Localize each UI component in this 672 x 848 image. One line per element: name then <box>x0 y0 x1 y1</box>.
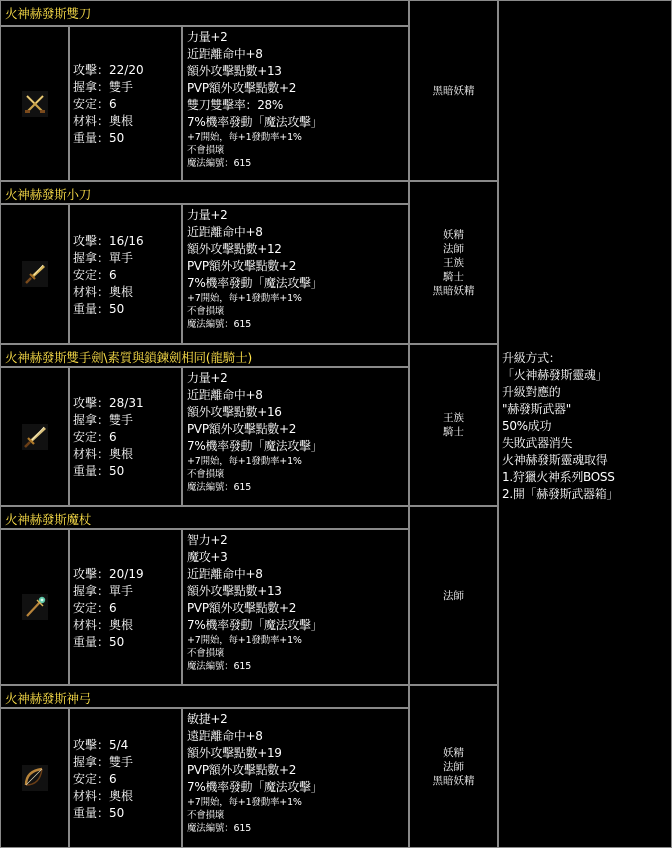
weapon-1-classes-cell <box>409 0 498 181</box>
effect-line: PVP額外攻擊點數+2 <box>187 259 297 273</box>
effect-line: 7%機率發動「魔法攻擊」 <box>187 780 323 794</box>
class-name: 騎士 <box>443 426 464 438</box>
effect-note: 不會損壞 <box>187 469 225 480</box>
weapon-3-classes-cell <box>409 344 498 506</box>
weapon-5-title-cell <box>0 685 409 708</box>
stat-line: 材料：奧根 <box>73 114 134 128</box>
effect-line: 近距離命中+8 <box>187 225 263 239</box>
effect-line: 額外攻擊點數+13 <box>187 64 282 78</box>
weapon-2-icon-cell <box>0 204 69 344</box>
effect-line: 力量+2 <box>187 30 228 44</box>
upgrade-line: 50%成功 <box>502 419 552 433</box>
effect-note: 不會損壞 <box>187 810 225 821</box>
upgrade-line: 失敗武器消失 <box>502 436 573 450</box>
stat-line: 重量：50 <box>73 131 125 145</box>
weapon-name: 火神赫發斯雙刀 <box>5 6 92 21</box>
effect-note: 魔法編號：615 <box>187 661 252 672</box>
effect-line: 近距離命中+8 <box>187 47 263 61</box>
upgrade-line: 2.開「赫發斯武器箱」 <box>502 487 619 501</box>
effect-line: 7%機率發動「魔法攻擊」 <box>187 439 323 453</box>
effect-note: 不會損壞 <box>187 648 225 659</box>
weapon-2-classes-cell <box>409 181 498 344</box>
stat-line: 安定：6 <box>73 430 117 444</box>
stat-line: 重量：50 <box>73 464 125 478</box>
stat-line: 重量：50 <box>73 302 125 316</box>
stat-line: 握拿：雙手 <box>73 755 134 769</box>
effect-line: 力量+2 <box>187 371 228 385</box>
weapon-4-classes-cell <box>409 506 498 685</box>
class-name: 法師 <box>443 589 464 602</box>
weapon-1-stats-cell <box>69 26 182 181</box>
weapon-4-title-cell <box>0 506 409 529</box>
effect-note: 魔法編號：615 <box>187 158 252 169</box>
weapon-2-title-cell <box>0 181 409 204</box>
effect-line: 近距離命中+8 <box>187 567 263 581</box>
class-name: 王族 <box>443 256 464 269</box>
class-name: 黑暗妖精 <box>432 774 475 787</box>
effect-line: 7%機率發動「魔法攻擊」 <box>187 618 323 632</box>
effect-line: 7%機率發動「魔法攻擊」 <box>187 276 323 290</box>
effect-line: 額外攻擊點數+13 <box>187 584 282 598</box>
stat-line: 安定：6 <box>73 601 117 615</box>
effect-note: 不會損壞 <box>187 145 225 156</box>
stat-line: 重量：50 <box>73 635 125 649</box>
upgrade-line: 火神赫發斯靈魂取得 <box>502 453 608 467</box>
stat-line: 安定：6 <box>73 772 117 786</box>
stat-line: 材料：奧根 <box>73 447 134 461</box>
weapon-name: 火神赫發斯神弓 <box>5 691 92 706</box>
weapon-3-stats-cell <box>69 367 182 506</box>
stat-line: 攻擊：22/20 <box>73 63 144 77</box>
weapon-5-effects-cell <box>182 708 409 848</box>
weapon-2-stats-cell <box>69 204 182 344</box>
effect-note: 魔法編號：615 <box>187 482 252 493</box>
stat-line: 握拿：單手 <box>73 584 134 598</box>
class-name: 法師 <box>443 760 464 773</box>
class-name: 騎士 <box>443 270 464 283</box>
dual-blades-icon <box>22 91 48 117</box>
effect-note: 不會損壞 <box>187 306 225 317</box>
upgrade-line: "赫發斯武器" <box>502 402 571 416</box>
stat-line: 攻擊：20/19 <box>73 567 144 581</box>
effect-line: 近距離命中+8 <box>187 388 263 402</box>
class-name: 王族 <box>443 412 464 424</box>
weapon-4-stats-cell <box>69 529 182 685</box>
effect-line: PVP額外攻擊點數+2 <box>187 601 297 615</box>
class-name: 黑暗妖精 <box>432 284 475 297</box>
weapon-5-classes-cell <box>409 685 498 848</box>
stat-line: 握拿：雙手 <box>73 80 134 94</box>
weapon-4-icon-cell <box>0 529 69 685</box>
stat-line: 安定：6 <box>73 97 117 111</box>
weapon-5-icon-cell <box>0 708 69 848</box>
upgrade-line: 升級對應的 <box>502 385 561 399</box>
stat-line: 材料：奧根 <box>73 285 134 299</box>
effect-note: +7開始，每+1發動率+1% <box>187 132 302 143</box>
class-name: 妖精 <box>443 746 464 759</box>
effect-line: 智力+2 <box>187 533 228 547</box>
class-name: 黑暗妖精 <box>432 84 475 97</box>
class-name: 法師 <box>443 242 464 255</box>
effect-line: 額外攻擊點數+19 <box>187 746 282 760</box>
stat-line: 材料：奧根 <box>73 618 134 632</box>
effect-note: +7開始，每+1發動率+1% <box>187 635 302 646</box>
two-handed-sword-icon <box>22 424 48 450</box>
effect-line: 力量+2 <box>187 208 228 222</box>
effect-line: 7%機率發動「魔法攻擊」 <box>187 115 323 129</box>
effect-note: +7開始，每+1發動率+1% <box>187 797 302 808</box>
stat-line: 攻擊：5/4 <box>73 738 129 752</box>
effect-line: 敏捷+2 <box>187 712 228 726</box>
effect-line: 額外攻擊點數+16 <box>187 405 282 419</box>
upgrade-line: 升級方式： <box>502 351 561 365</box>
weapon-3-effects-cell <box>182 367 409 506</box>
stat-line: 安定：6 <box>73 268 117 282</box>
stat-line: 握拿：單手 <box>73 251 134 265</box>
stat-line: 攻擊：28/31 <box>73 396 144 410</box>
weapon-name: 火神赫發斯魔杖 <box>5 512 92 527</box>
effect-line: 魔攻+3 <box>187 550 228 564</box>
weapon-2-effects-cell <box>182 204 409 344</box>
effect-note: 魔法編號：615 <box>187 319 252 330</box>
weapon-1-effects-cell <box>182 26 409 181</box>
weapon-5-stats-cell <box>69 708 182 848</box>
effect-line: 雙刀雙擊率：28% <box>187 98 283 112</box>
weapon-1-icon-cell <box>0 26 69 181</box>
effect-line: 額外攻擊點數+12 <box>187 242 282 256</box>
effect-line: 遠距離命中+8 <box>187 729 263 743</box>
effect-line: PVP額外攻擊點數+2 <box>187 763 297 777</box>
weapon-name: 火神赫發斯雙手劍\素質與鎖鍊劍相同(龍騎士) <box>5 350 253 365</box>
class-name: 妖精 <box>443 228 464 241</box>
magic-staff-icon <box>22 594 48 620</box>
effect-line: PVP額外攻擊點數+2 <box>187 81 297 95</box>
bow-icon <box>22 765 48 791</box>
upgrade-line: 「火神赫發斯靈魂」 <box>502 368 608 382</box>
effect-note: +7開始，每+1發動率+1% <box>187 293 302 304</box>
stat-line: 材料：奧根 <box>73 789 134 803</box>
stat-line: 攻擊：16/16 <box>73 234 144 248</box>
effect-note: 魔法編號：615 <box>187 823 252 834</box>
stat-line: 重量：50 <box>73 806 125 820</box>
effect-line: PVP額外攻擊點數+2 <box>187 422 297 436</box>
weapon-3-title-cell <box>0 344 409 367</box>
weapon-3-icon-cell <box>0 367 69 506</box>
upgrade-line: 1.狩獵火神系列BOSS <box>502 470 615 484</box>
stat-line: 握拿：雙手 <box>73 413 134 427</box>
weapon-1-title-cell <box>0 0 409 26</box>
effect-note: +7開始，每+1發動率+1% <box>187 456 302 467</box>
weapon-4-effects-cell <box>182 529 409 685</box>
weapon-name: 火神赫發斯小刀 <box>5 187 92 202</box>
upgrade-info-cell <box>498 0 672 848</box>
dagger-icon <box>22 261 48 287</box>
